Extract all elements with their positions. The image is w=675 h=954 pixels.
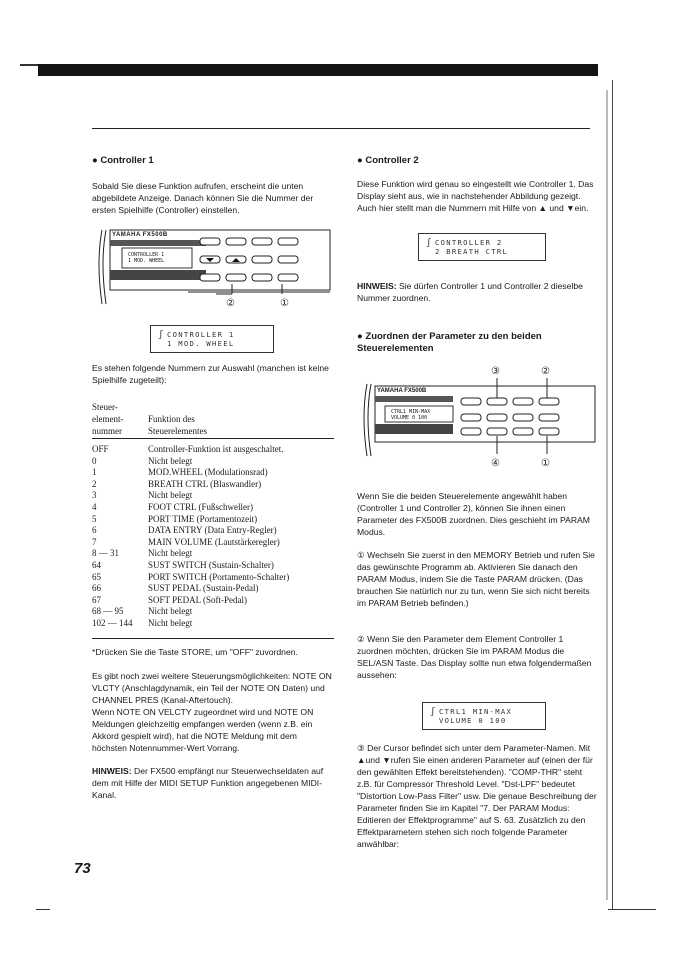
table-cell-function: DATA ENTRY (Data Entry-Regler) — [148, 525, 277, 536]
table-row — [92, 595, 289, 607]
display-cursor-icon: ʃ — [426, 238, 433, 248]
panel-lcd-line1: CONTROLLER 1 — [128, 252, 165, 258]
table-cell-number: 64 — [92, 559, 101, 570]
controller1-intro: Sobald Sie diese Funktion aufrufen, erscheint die unten abgebildete Anzeige. Danach können Sie die Nummer der ersten Spielhilfe (Controller) einstellen. — [92, 181, 314, 215]
table-row — [92, 525, 289, 537]
assign-section — [357, 331, 597, 355]
page-number: 73 — [74, 860, 91, 877]
controller2-section — [357, 155, 597, 166]
table-cell-number: 8 — 31 — [92, 548, 119, 559]
panel-lcd-line2: 1 MOD. WHEEL — [128, 258, 165, 264]
binding-shadow — [606, 90, 608, 900]
table-row — [92, 467, 289, 479]
table-cell-function: Nicht belegt — [148, 490, 193, 501]
table-cell-function: Nicht belegt — [148, 548, 193, 559]
table-cell-number: 3 — [92, 490, 97, 501]
number-table — [92, 444, 289, 630]
assign-heading: ● Zuordnen der Parameter zu den beiden Steuerelementen — [357, 331, 542, 354]
bottom-rule-right — [608, 909, 656, 910]
step2-display-line2: VOLUME 0 100 — [439, 716, 507, 725]
callout-2-right: ② — [541, 366, 550, 377]
controller2-display — [418, 233, 546, 261]
step1-text: Wechseln Sie zuerst in den MEMORY Betrieb und rufen Sie das gewünschte Programm ab. Aktivieren Sie danach den PARAM Modus, indem Sie die Taste PARAM drücken. (Das brauchen Sie natürlich nur zu tun, wenn Sie sich nicht bereits im PARAM Betrieb befinden.) — [357, 550, 595, 608]
controller1-display — [150, 325, 274, 353]
table-row — [92, 514, 289, 526]
hinweis-label-right: HINWEIS: — [357, 281, 397, 291]
table-cell-function: Nicht belegt — [148, 455, 193, 466]
display-cursor-icon: ʃ — [430, 707, 437, 717]
hinweis-left — [92, 765, 332, 801]
panel2-lcd — [391, 409, 430, 421]
table-row — [92, 618, 289, 630]
panel2-brand: YAMAHA FX500B — [377, 388, 427, 394]
fx500-panel-illustration — [92, 222, 332, 314]
table-row — [92, 606, 289, 618]
hinweis-text-left: Der FX500 empfängt nur Steuerwechseldaten auf dem mit Hilfe der MIDI SETUP Funktion angegebenen MIDI-Kanal. — [92, 766, 324, 800]
hinweis-label-left: HINWEIS: — [92, 766, 132, 776]
table-cell-function: SOFT PEDAL (Soft-Pedal) — [148, 594, 247, 605]
callout-1-right: ① — [541, 458, 550, 469]
table-cell-number: 6 — [92, 525, 97, 536]
assign-paragraph: Wenn Sie die beiden Steuerelemente angewählt haben (Controller 1 und Controller 2), können Sie ihnen einen Parameter des FX500B zuordnen. Dies geschieht im PARAM Modus. — [357, 491, 590, 537]
table-cell-number: 5 — [92, 513, 97, 524]
table-row — [92, 548, 289, 560]
top-rule-stub — [20, 64, 40, 66]
table-cell-function: MOD.WHEEL (Modulationsrad) — [148, 467, 268, 478]
panel-lcd — [128, 252, 164, 264]
table-cell-number: OFF — [92, 444, 109, 454]
table-cell-number: 1 — [92, 467, 97, 478]
table-cell-function: PORT TIME (Portamentozeit) — [148, 513, 258, 524]
step3-number: ③ — [357, 743, 365, 753]
note-on-paragraph: Es gibt noch zwei weitere Steuerungsmöglichkeiten: NOTE ON VLCTY (Anschlagdynamik, ein Teil der NOTE ON Daten) und CHANNEL PRES (Kanal-Aftertouch). Wenn NOTE ON VELCTY zugeordnet wird und NOTE ON Meldungen gleichzeitig empfangen werden (wenn z.B. ein Akkord gespielt wird), hat die NOTE Meldung mit dem höchsten Notennummer-Wert Vorrang. — [92, 671, 332, 753]
table-cell-function: FOOT CTRL (Fußschweller) — [148, 501, 253, 512]
table-row — [92, 560, 289, 572]
table-cell-number: 66 — [92, 583, 101, 594]
controller2-heading: ● Controller 2 — [357, 155, 419, 166]
step2-display — [422, 702, 546, 730]
bottom-rule-left — [36, 909, 50, 910]
panel2-lcd-line2: VOLUME 0 100 — [391, 415, 428, 421]
table-row — [92, 502, 289, 514]
table-cell-function: MAIN VOLUME (Lautstärkeregler) — [148, 536, 280, 547]
table-col1-header: Steuer- element- nummer — [92, 402, 124, 436]
step2-number: ② — [357, 634, 365, 644]
table-cell-function: SUST SWITCH (Sustain-Schalter) — [148, 559, 274, 570]
display-line1: CONTROLLER 1 — [167, 330, 235, 339]
display-cursor-icon: ʃ — [158, 330, 165, 340]
hinweis-right — [357, 280, 597, 304]
callout-2: ② — [226, 298, 235, 309]
table-row — [92, 583, 289, 595]
table-row — [92, 479, 289, 491]
step2-text: Wenn Sie den Parameter dem Element Controller 1 zuordnen möchten, drücken Sie im PARAM Modus die SEL/ASN Taste. Das Display sollte nun etwa folgendermaßen aussehen: — [357, 634, 592, 680]
display2-line2: 2 BREATH CTRL — [435, 247, 509, 256]
step-1 — [357, 549, 597, 609]
table-row — [92, 572, 289, 584]
display2-line1: CONTROLLER 2 — [435, 238, 503, 247]
list-intro: Es stehen folgende Nummern zur Auswahl (manchen ist keine Spielhilfe zugeteilt): — [92, 363, 329, 385]
table-cell-number: 67 — [92, 594, 101, 605]
controller1-section — [92, 155, 332, 166]
controller2-intro: Diese Funktion wird genau so eingestellt wie Controller 1. Das Display sieht aus, wie in nachstehender Abbildung gezeigt. Auch hier stellt man die Nummern mit Hilfe von ▲ und ▼ein. — [357, 179, 594, 213]
store-note: *Drücken Sie die Taste STORE, um "OFF" zuvordnen. — [92, 647, 298, 657]
table-footer-rule — [92, 638, 334, 639]
table-cell-function: Controller-Funktion ist ausgeschaltet. — [148, 444, 284, 454]
table-col2-header: Funktion des Steuerelementes — [148, 414, 207, 436]
table-row — [92, 444, 289, 456]
table-row — [92, 456, 289, 468]
table-cell-function: PORT SWITCH (Portamento-Schalter) — [148, 571, 290, 582]
header-rule — [92, 128, 590, 129]
step-2 — [357, 633, 597, 681]
table-cell-number: 7 — [92, 536, 97, 547]
table-row — [92, 490, 289, 502]
table-cell-function: SUST PEDAL (Sustain-Pedal) — [148, 583, 259, 594]
table-cell-function: BREATH CTRL (Blaswandler) — [148, 478, 262, 489]
callout-3: ③ — [491, 366, 500, 377]
step-3 — [357, 742, 597, 850]
table-cell-number: 102 — 144 — [92, 617, 133, 628]
top-black-bar — [38, 64, 598, 76]
table-cell-number: 0 — [92, 455, 97, 466]
display-line2: 1 MOD. WHEEL — [167, 339, 235, 348]
right-margin-rule — [612, 80, 613, 910]
hinweis-text-right: Sie dürfen Controller 1 und Controller 2 dieselbe Nummer zuordnen. — [357, 281, 583, 303]
table-cell-number: 2 — [92, 478, 97, 489]
table-cell-number: 4 — [92, 501, 97, 512]
fx500-panel-illustration-2 — [357, 366, 597, 474]
controller1-heading: ● Controller 1 — [92, 155, 154, 166]
table-cell-number: 68 — 95 — [92, 606, 124, 617]
callout-1: ① — [280, 298, 289, 309]
controller-number-table — [92, 444, 334, 630]
step2-display-line1: CTRL1 MIN-MAX — [439, 707, 513, 716]
panel-brand: YAMAHA FX500B — [112, 232, 168, 238]
table-cell-function: Nicht belegt — [148, 617, 193, 628]
table-cell-function: Nicht belegt — [148, 606, 193, 617]
step3-text: Der Cursor befindet sich unter dem Parameter-Namen. Mit ▲und ▼rufen Sie einen anderen Parameter auf (einen der für den gewählten Effekt bereitstehenden). "COMP-THR" steht z.B. für Compressor Threshold Level. "Dst-LPF" bedeutet "Distortion Low-Pass Filter" usw. Die genaue Beschreibung der Parameter finden Sie im Kapitel "7. Der PARAM Modus: Editieren der Effektprogramme" auf S. 63. Zusätzlich zu den Effektparametern stehen sich noch folgende Parameter anwählbar: — [357, 743, 597, 849]
step1-number: ① — [357, 550, 365, 560]
panel2-lcd-line1: CTRL1 MIN-MAX — [391, 409, 431, 415]
callout-4: ④ — [491, 458, 500, 469]
table-cell-number: 65 — [92, 571, 101, 582]
table-header-rule — [92, 438, 334, 439]
table-row — [92, 537, 289, 549]
